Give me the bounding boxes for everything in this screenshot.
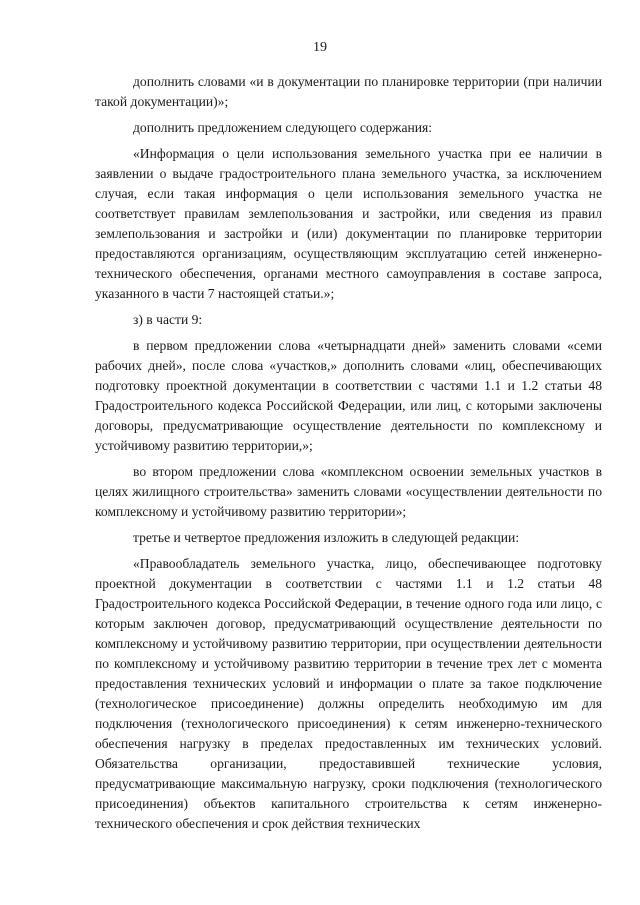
paragraph-5: в первом предложении слова «четырнадцати дней» заменить словами «семи рабочих дней», после слова «участков,» дополнить словами «лиц, обеспечивающих подготовку проектной документации в соответствии с частями 1.1 и 1.2 статьи 48 Градостроительного кодекса Российской Федерации, или лиц, с которыми заключены договоры, предусматривающие осуществление деятельности по комплексному и устойчивому развитию территории,»; xyxy=(95,338,602,453)
paragraph-8: «Правообладатель земельного участка, лицо, обеспечивающее подготовку проектной документации в соответствии с частями 1.1 и 1.2 статьи 48 Градостроительного кодекса Российской Федерации, в течение одного года или лицо, с которым заключен договор, предусматривающий осуществление деятельности по комплексному и устойчивому развитию территории, при осуществлении деятельности по комплексному и устойчивому развитию территории в течение трех лет с момента предоставления технических условий и информации о плате за такое подключение (технологическое присоединение) должны определить необходимую им для подключения (технологического присоединения) к сетям инженерно-технического обеспечения нагрузку в пределах предоставленных им технических условий. Обязательства организации, предоставившей технические условия, предусматривающие максимальную нагрузку, сроки подключения (технологического присоединения) объектов капитального строительства к сетям инженерно-технического обеспечения и срок действия технических xyxy=(95,556,602,831)
paragraph-6: во втором предложении слова «комплексном освоении земельных участков в целях жилищного строительства» заменить словами «осуществлении деятельности по комплексному и устойчивому развитию территории»; xyxy=(95,464,602,519)
paragraph-3: «Информация о цели использования земельного участка при ее наличии в заявлении о выдаче градостроительного плана земельного участка, за исключением случая, если такая информация о цели использования земельного участка не соответствует правилам землепользования и застройки, или сведения из правил землепользования и застройки и (или) документации по планировке территории предоставляются организациям, осуществляющим эксплуатацию сетей инженерно-технического обеспечения, органами местного самоуправления в составе запроса, указанного в части 7 настоящей статьи.»; xyxy=(95,146,602,301)
paragraph-7: третье и четвертое предложения изложить в следующей редакции: xyxy=(133,530,520,545)
paragraph-1: дополнить словами «и в документации по планировке территории (при наличии такой документации)»; xyxy=(95,74,602,109)
paragraph-2: дополнить предложением следующего содержания: xyxy=(133,120,433,135)
document-body xyxy=(95,72,602,840)
page-number: 19 xyxy=(313,40,327,55)
paragraph-4: з) в части 9: xyxy=(133,312,203,327)
